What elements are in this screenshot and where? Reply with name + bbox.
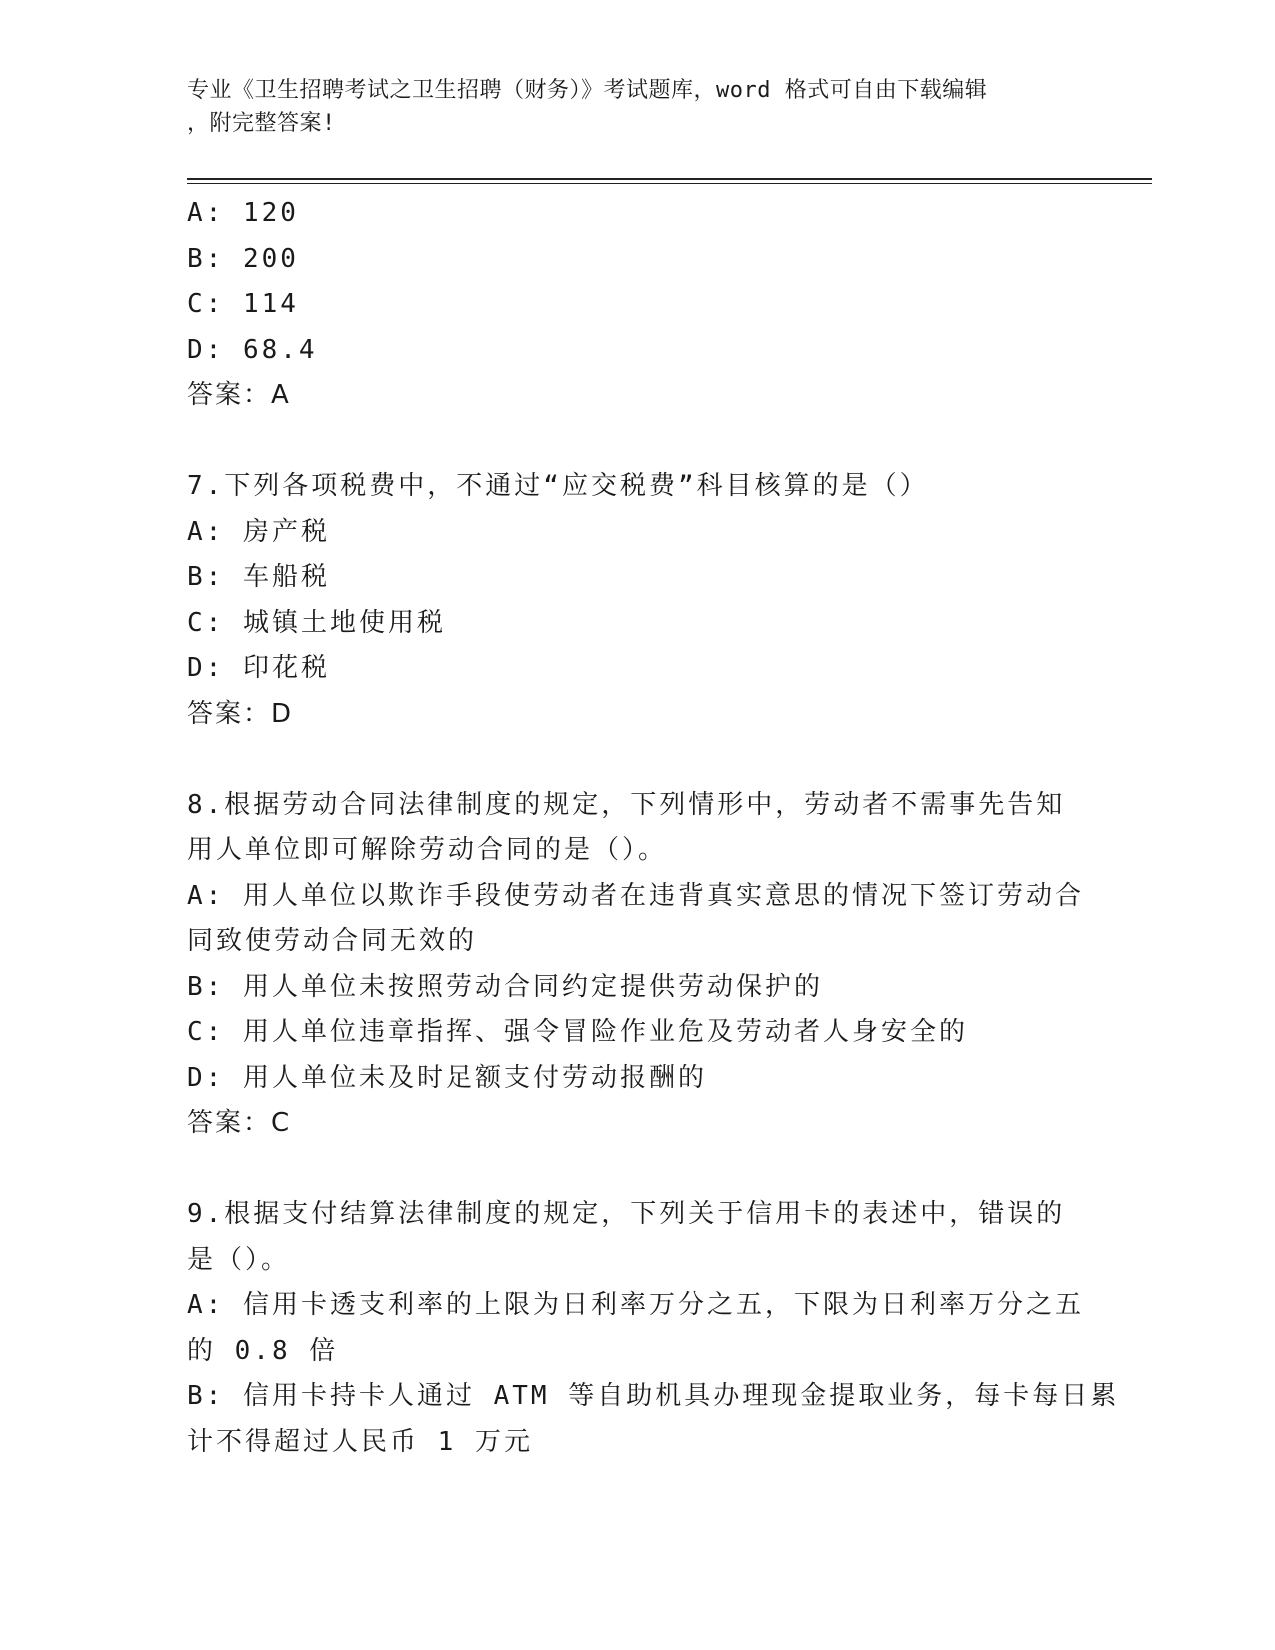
answer-line: 答案：C xyxy=(187,1108,292,1138)
question-8 xyxy=(187,783,1087,1147)
question-stem: 7.下列各项税费中，不通过“应交税费”科目核算的是（） xyxy=(187,471,929,501)
question-9 xyxy=(187,1192,1120,1465)
option-c: C: 114 xyxy=(187,289,299,319)
spacer xyxy=(187,737,1087,783)
option-b-continued: 计不得超过人民币 1 万元 xyxy=(187,1426,533,1457)
question-list xyxy=(187,191,1120,1465)
question-stem-line-2: 是（）。 xyxy=(187,1244,291,1275)
answer-line: 答案：A xyxy=(187,380,291,410)
option-c: C: 城镇土地使用税 xyxy=(187,607,446,638)
option-c: C: 用人单位违章指挥、强令冒险作业危及劳动者人身安全的 xyxy=(187,1017,968,1047)
option-d: D: 68.4 xyxy=(187,334,318,365)
header-line-1: 专业《卫生招聘考试之卫生招聘（财务）》考试题库，word 格式可自由下载编辑 xyxy=(187,78,988,103)
option-a: A: 120 xyxy=(187,198,299,228)
spacer xyxy=(187,419,1087,465)
option-a-continued: 的 0.8 倍 xyxy=(187,1335,339,1366)
option-d: D: 用人单位未及时足额支付劳动报酬的 xyxy=(187,1062,707,1093)
option-d: D: 印花税 xyxy=(187,653,330,683)
header-line-2: ，附完整答案! xyxy=(187,111,336,136)
option-a: A: 用人单位以欺诈手段使劳动者在违背真实意思的情况下签订劳动合 xyxy=(187,880,1084,911)
option-a: A: 房产税 xyxy=(187,516,330,547)
question-stem-line-1: 8.根据劳动合同法律制度的规定，下列情形中，劳动者不需事先告知 xyxy=(187,789,1066,820)
question-stem-line-2: 用人单位即可解除劳动合同的是（）。 xyxy=(187,835,668,865)
spacer xyxy=(187,1147,1087,1193)
header-rule-thin xyxy=(187,183,1152,184)
option-a-continued: 同致使劳动合同无效的 xyxy=(187,926,478,956)
document-header xyxy=(187,74,1087,140)
question-stem-line-1: 9.根据支付结算法律制度的规定，下列关于信用卡的表述中，错误的 xyxy=(187,1199,1066,1229)
answer-line: 答案：D xyxy=(187,698,294,729)
option-b: B: 200 xyxy=(187,243,299,274)
option-b: B: 信用卡持卡人通过 ATM 等自助机具办理现金提取业务，每卡每日累 xyxy=(187,1381,1120,1411)
header-rule-thick xyxy=(187,178,1152,180)
option-b: B: 用人单位未按照劳动合同约定提供劳动保护的 xyxy=(187,971,823,1002)
question-7 xyxy=(187,464,1087,737)
option-a: A: 信用卡透支利率的上限为日利率万分之五，下限为日利率万分之五 xyxy=(187,1290,1084,1320)
question-6 xyxy=(187,191,1087,419)
option-b: B: 车船税 xyxy=(187,562,330,592)
